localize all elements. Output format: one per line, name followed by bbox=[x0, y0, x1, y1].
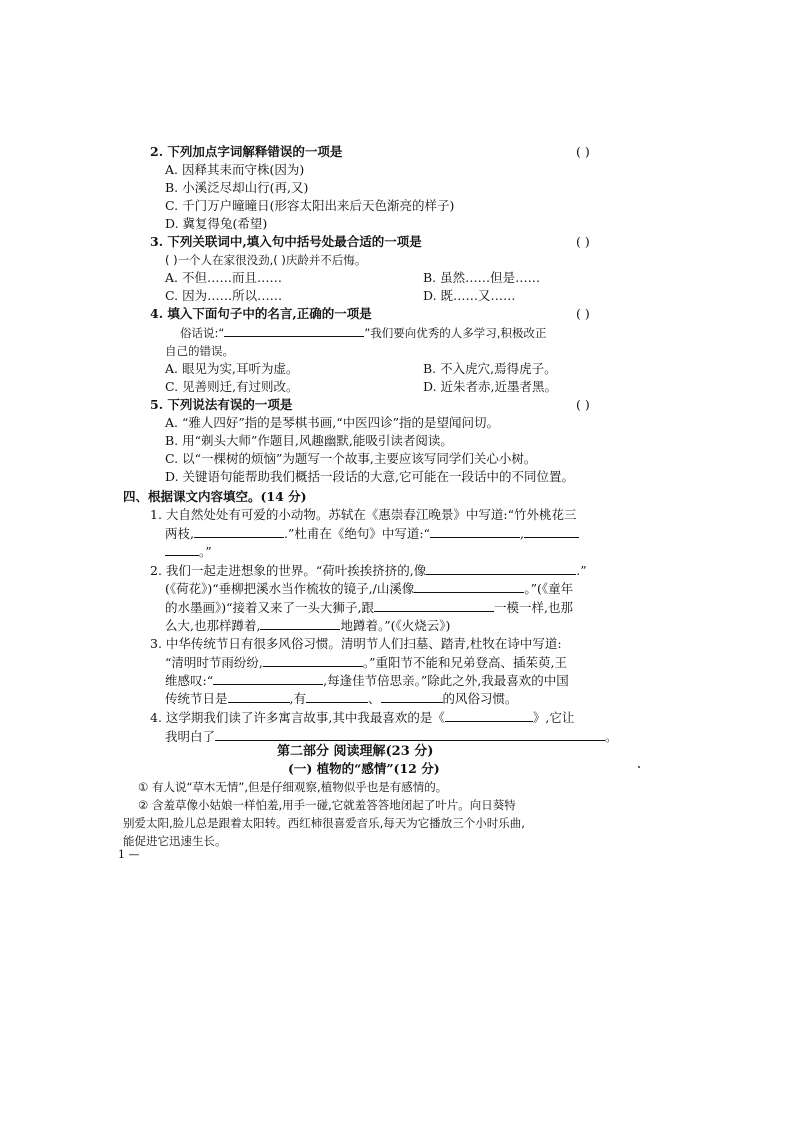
q5-answer-paren[interactable]: ( ) bbox=[576, 397, 590, 412]
q2-stem: 2. 下列加点字词解释错误的一项是 bbox=[150, 144, 343, 159]
fill4-text-d: 。 bbox=[605, 729, 618, 744]
fill3-text-f: ,有 bbox=[289, 691, 306, 706]
fill3-line2 bbox=[165, 654, 567, 671]
fill4-line1 bbox=[150, 709, 574, 726]
fill3-line1: 3. 中华传统节日有很多风俗习惯。清明节人们扫墓、踏青,杜牧在诗中写道: bbox=[150, 636, 562, 651]
fill2-text-b: .” bbox=[576, 563, 587, 578]
reading-para1: ① 有人说“草木无情”,但是仔细观察,植物似乎也是有感情的。 bbox=[138, 780, 448, 794]
fill4-blank-1[interactable] bbox=[445, 709, 533, 722]
q4-quote-suffix: ”我们要向优秀的人多学习,积极改正 bbox=[364, 326, 547, 340]
q2-option-b: B. 小溪泛尽却山行(再,又) bbox=[165, 180, 309, 195]
q4-quote-line2: 自己的错误。 bbox=[165, 344, 234, 358]
fill3-line3 bbox=[165, 672, 569, 689]
fill4-line2 bbox=[165, 728, 618, 745]
fill4-text-c: 我明白了 bbox=[165, 729, 216, 744]
reading-para2-line1: ② 含羞草像小姑娘一样怕羞,用手一碰,它就羞答答地闭起了叶片。向日葵特 bbox=[138, 798, 516, 812]
q4-stem: 4. 填入下面句子中的名言,正确的一项是 bbox=[150, 306, 372, 321]
fill2-blank-1[interactable] bbox=[426, 562, 576, 575]
fill3-text-g: 、 bbox=[368, 691, 381, 706]
fill3-blank-4[interactable] bbox=[306, 690, 368, 703]
q5-option-b: B. 用“剃头大师”作题目,风趣幽默,能吸引读者阅读。 bbox=[165, 433, 453, 448]
fill3-text-c: 维感叹:“ bbox=[165, 673, 214, 688]
q4-option-a: A. 眼见为实,耳听为虚。 bbox=[165, 361, 299, 376]
q5-option-c: C. 以“一棵树的烦恼”为题写一个故事,主要应该写同学们关心小树。 bbox=[165, 451, 537, 466]
part2-title: 第二部分 阅读理解(23 分) bbox=[277, 744, 434, 759]
q3-sentence: ( )一个人在家很没劲,( )庆龄并不后悔。 bbox=[165, 253, 367, 267]
q5-option-a: A. “雅人四好”指的是琴棋书画,“中医四诊”指的是望闻问切。 bbox=[165, 415, 500, 430]
fill1-blank-1[interactable] bbox=[194, 525, 284, 538]
q2-option-c: C. 千门万户曈曈日(形容太阳出来后天色渐亮的样子) bbox=[165, 198, 455, 213]
fill1-text-d: 。” bbox=[199, 544, 212, 559]
section4-title: 四、根据课文内容填空。(14 分) bbox=[123, 489, 307, 504]
fill1-text-a: 两枝, bbox=[165, 526, 194, 541]
fill2-line3 bbox=[165, 599, 573, 616]
q4-quote-prefix: 俗话说:“ bbox=[180, 326, 225, 340]
fill1-line1: 1. 大自然处处有可爱的小动物。苏轼在《惠崇春江晚景》中写道:“竹外桃花三 bbox=[150, 507, 577, 522]
fill3-text-b: 。”重阳节不能和兄弟登高、插茱萸,王 bbox=[362, 655, 567, 670]
q2-option-d: D. 冀复得兔(希望) bbox=[165, 216, 268, 231]
fill3-blank-3[interactable] bbox=[228, 690, 290, 703]
q4-option-d: D. 近朱者赤,近墨者黑。 bbox=[423, 379, 557, 394]
fill4-text-a: 4. 这学期我们读了许多寓言故事,其中我最喜欢的是《 bbox=[150, 710, 445, 725]
reading-para2-line2: 别爱太阳,脸儿总是跟着太阳转。西红柿很喜爱音乐,每天为它播放三个小时乐曲, bbox=[123, 816, 525, 830]
fill2-blank-3[interactable] bbox=[374, 599, 494, 612]
fill2-text-c: (《荷花》)“垂柳把溪水当作梳妆的镜子,/山溪像 bbox=[165, 581, 415, 596]
fill1-text-c: , bbox=[519, 526, 524, 541]
q4-quote-line bbox=[180, 324, 546, 341]
fill3-blank-5[interactable] bbox=[381, 690, 443, 703]
fill3-blank-1[interactable] bbox=[263, 654, 363, 667]
fill2-blank-2[interactable] bbox=[414, 580, 524, 593]
fill1-text-b: .”杜甫在《绝句》中写道:“ bbox=[283, 526, 430, 541]
fill3-text-h: 的风俗习惯。 bbox=[442, 691, 518, 706]
fill1-blank-4[interactable] bbox=[165, 543, 199, 556]
page-number: 1 — bbox=[118, 848, 140, 861]
q3-stem: 3. 下列关联词中,填入句中括号处最合适的一项是 bbox=[150, 234, 422, 249]
fill2-line2 bbox=[165, 580, 573, 597]
q3-option-c: C. 因为……所以…… bbox=[165, 288, 283, 303]
q2-answer-paren[interactable]: ( ) bbox=[576, 144, 590, 159]
q4-answer-paren[interactable]: ( ) bbox=[576, 306, 590, 321]
reading-para2-line3: 能促进它迅速生长。 bbox=[123, 834, 227, 848]
q4-option-c: C. 见善则迁,有过则改。 bbox=[165, 379, 299, 394]
fill2-line1 bbox=[150, 562, 587, 579]
fill2-text-g: 么大,也那样蹲着, bbox=[165, 618, 261, 633]
speck-mark bbox=[638, 766, 640, 768]
fill3-text-e: 传统节日是 bbox=[165, 691, 228, 706]
fill2-text-e: 的水墨画》)“接着又来了一头大狮子,跟 bbox=[165, 600, 374, 615]
fill2-text-f: 一模一样,也那 bbox=[494, 600, 573, 615]
fill1-blank-3[interactable] bbox=[524, 525, 579, 538]
fill2-blank-4[interactable] bbox=[260, 617, 340, 630]
q5-option-d: D. 关键语句能帮助我们概括一段话的大意,它可能在一段话中的不同位置。 bbox=[165, 469, 574, 484]
q4-option-b: B. 不入虎穴,焉得虎子。 bbox=[423, 361, 557, 376]
fill3-text-d: ,每逢佳节倍思亲。”除此之外,我最喜欢的中国 bbox=[323, 673, 569, 688]
fill1-blank-2[interactable] bbox=[430, 525, 520, 538]
fill1-line3 bbox=[165, 543, 212, 560]
q3-option-d: D. 既……又…… bbox=[423, 288, 516, 303]
fill1-line2 bbox=[165, 525, 579, 542]
part2-subtitle: (一) 植物的“感情”(12 分) bbox=[288, 761, 440, 776]
q3-option-a: A. 不但……而且…… bbox=[165, 270, 282, 285]
q2-option-a: A. 因释其耒而守株(因为) bbox=[165, 162, 305, 177]
fill2-text-a: 2. 我们一起走进想象的世界。“荷叶挨挨挤挤的,像 bbox=[150, 563, 427, 578]
q3-option-b: B. 虽然……但是…… bbox=[423, 270, 541, 285]
q3-answer-paren[interactable]: ( ) bbox=[576, 234, 590, 249]
fill2-text-d: 。”(《童年 bbox=[524, 581, 574, 596]
fill4-blank-2[interactable] bbox=[215, 728, 605, 741]
q5-stem: 5. 下列说法有误的一项是 bbox=[150, 397, 293, 412]
fill4-text-b: 》,它让 bbox=[532, 710, 575, 725]
fill2-text-h: 地蹲着。”(《火烧云》) bbox=[340, 618, 451, 633]
q4-blank[interactable] bbox=[224, 324, 364, 337]
fill3-blank-2[interactable] bbox=[213, 672, 323, 685]
fill2-line4 bbox=[165, 617, 450, 634]
fill3-text-a: “清明时节雨纷纷, bbox=[165, 655, 263, 670]
fill3-line4 bbox=[165, 690, 518, 707]
